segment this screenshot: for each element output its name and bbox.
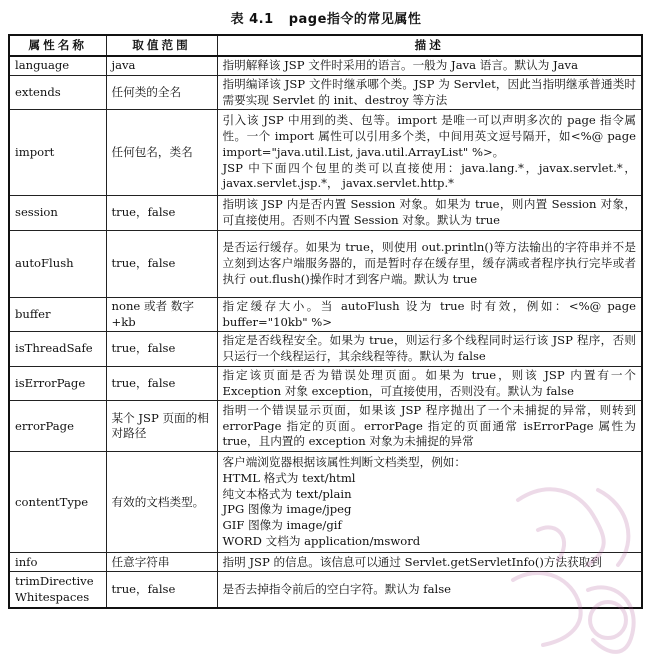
description-text: WORD 文档为 application/msword [222,533,421,548]
description-cell [217,366,642,401]
attribute-name-cell: import [9,110,106,196]
attribute-name-cell: errorPage [9,401,106,452]
attribute-name-cell: info [9,553,106,572]
description-text: 客户端浏览器根据该属性判断文档类型，例如： [222,455,466,470]
attribute-name-cell: contentType [9,452,106,553]
description-cell [217,196,642,231]
value-range-cell [106,110,217,196]
table-row [9,75,642,110]
value-range-text: true，false [111,205,176,220]
value-range-cell [106,366,217,401]
attribute-name-cell: extends [9,75,106,110]
value-range-text: true，false [111,255,176,270]
description-text: 引入该 JSP 中用到的类、包等。import 是唯一可以声明多次的 page 指令属性。一个 import 属性可以引用多个类，中间用英文逗号隔开，如<%@ page import="java.util.List, java.util.ArrayList" %>。 [222,113,636,159]
description-cell [217,572,642,608]
attribute-name-cell: trimDirective Whitespaces [9,572,106,608]
description-text: 指定该页面是否为错误处理页面。如果为 true，则该 JSP 内置有一个 Exception 对象 exception，可直接使用，否则没有。默认为 false [222,367,636,398]
attribute-name-cell: isErrorPage [9,366,106,401]
table-row [9,230,642,297]
value-range-text: 任何包名，类名 [111,144,193,159]
value-range-cell [106,452,217,553]
description-text: 纯文本格式为 text/plain [222,486,352,501]
description-cell [217,230,642,297]
description-cell [217,56,642,75]
page-directive-attributes-table [8,34,643,609]
table-row [9,366,642,401]
header-attribute-name: 属性名称 [9,35,106,56]
description-text: JSP 中下面四个包里的类可以直接使用：java.lang.*，javax.servlet.*，javax.servlet.jsp.*， javax.servlet.http.* [222,160,636,191]
value-range-text: true，false [111,375,176,390]
description-text: 指明一个错误显示页面，如果该 JSP 程序抛出了一个未捕捉的异常，则转到 errorPage 指定的页面。errorPage 指定的页面通常 isErrorPage 属性为 true，且内置的 exception 对象为未捕捉的异常 [222,402,636,449]
description-text: 是否运行缓存。如果为 true，则使用 out.println()等方法输出的字符串并不是立刻到达客户端服务器的，而是暂时存在缓存里，缓存满或者程序执行完毕或者执行 out.flush()操作时才到客户端。默认为 true [222,240,636,286]
table-row [9,110,642,196]
header-value-range: 取值范围 [106,35,217,56]
value-range-cell [106,196,217,231]
description-text: 指明解释该 JSP 文件时采用的语言。一般为 Java 语言。默认为 Java [222,58,579,72]
table-row [9,297,642,332]
description-text: 指定缓存大小。当 autoFlush 设为 true 时有效，例如：<%@ page buffer="10kb" %> [222,298,636,329]
value-range-text: true，false [111,341,176,356]
attribute-name-cell: autoFlush [9,230,106,297]
table-title: page指令的常见属性 [288,12,422,27]
attribute-name-cell: buffer [9,297,106,332]
table-row [9,332,642,367]
attribute-name-cell: session [9,196,106,231]
value-range-cell [106,401,217,452]
description-text: GIF 图像为 image/gif [222,518,342,533]
description-text: 指明该 JSP 内是否内置 Session 对象。如果为 true，则内置 Session 对象，可直接使用。否则不内置 Session 对象。默认为 true [222,197,636,228]
table-row [9,452,642,553]
value-range-cell [106,332,217,367]
value-range-text: java [111,58,136,72]
attribute-name-cell: isThreadSafe [9,332,106,367]
value-range-cell [106,553,217,572]
description-text: 指定是否线程安全。如果为 true，则运行多个线程同时运行该 JSP 程序，否则只运行一个线程运行，其余线程等待。默认为 false [222,333,636,364]
value-range-cell [106,75,217,110]
description-cell [217,110,642,196]
description-cell [217,297,642,332]
table-row [9,553,642,572]
description-cell [217,332,642,367]
description-text: HTML 格式为 text/html [222,470,356,485]
table-number: 表 4.1 [230,12,274,27]
value-range-text: true，false [111,581,176,596]
value-range-cell [106,572,217,608]
table-caption [0,8,652,27]
description-cell [217,401,642,452]
value-range-text: none 或者 数字+kb [111,298,195,329]
description-cell [217,553,642,572]
value-range-text: 有效的文档类型。 [111,494,205,509]
description-text: 指明 JSP 的信息。该信息可以通过 Servlet.getServletInfo()方法获取到 [222,554,602,569]
value-range-text: 任何类的全名 [111,84,182,99]
description-text: 是否去掉指令前后的空白字符。默认为 false [222,581,452,596]
description-cell [217,75,642,110]
description-cell [217,452,642,553]
header-row [9,35,642,56]
attribute-name-cell: language [9,56,106,75]
table-row [9,56,642,75]
value-range-cell [106,56,217,75]
value-range-text: 任意字符串 [111,554,170,569]
description-text: JPG 图像为 image/jpeg [222,502,352,517]
table-body [9,56,642,608]
value-range-cell [106,230,217,297]
header-description: 描述 [217,35,642,56]
description-text: 指明编译该 JSP 文件时继承哪个类。JSP 为 Servlet，因此当指明继承普通类时需要实现 Servlet 的 init、destroy 等方法 [222,76,636,107]
table-row [9,572,642,608]
value-range-cell [106,297,217,332]
table-row [9,196,642,231]
value-range-text: 某个 JSP 页面的相对路径 [111,410,209,441]
table-row [9,401,642,452]
